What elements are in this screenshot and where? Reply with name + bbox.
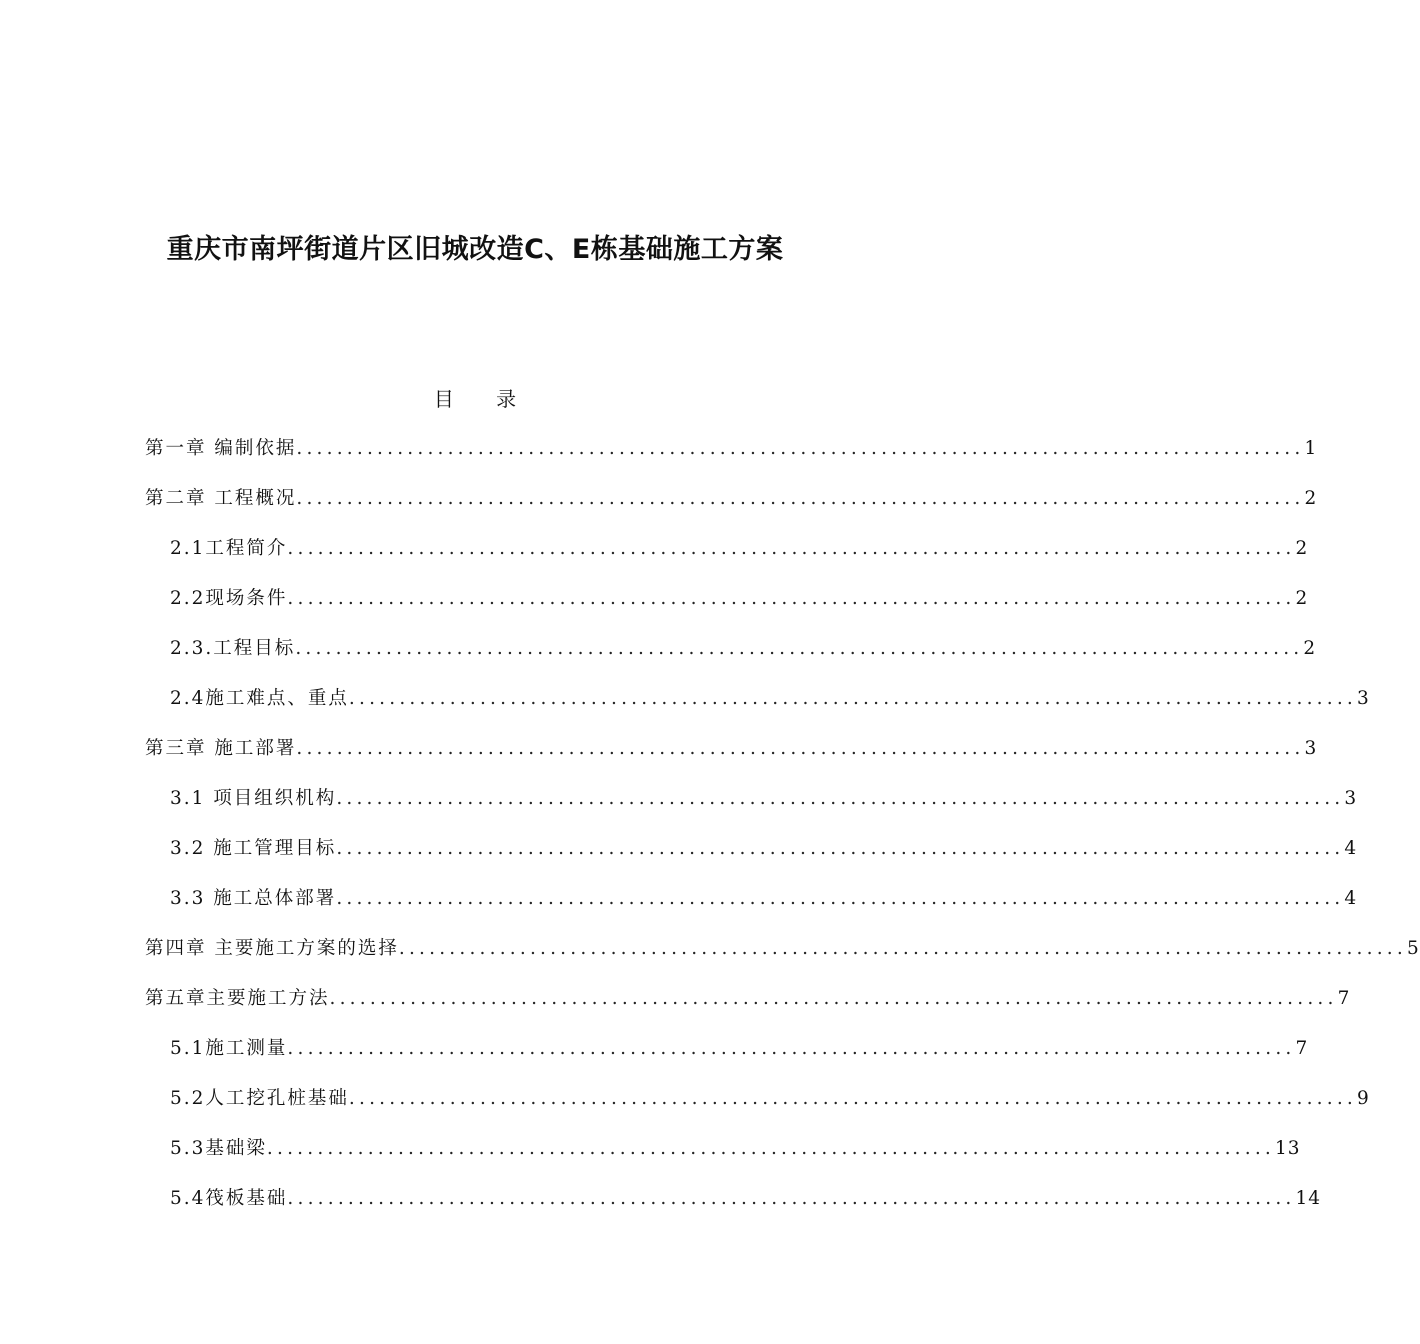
- document-title: 重庆市南坪街道片区旧城改造C、E栋基础施工方案: [166, 234, 784, 265]
- toc-entry-label: 第四章 主要施工方案的选择: [145, 938, 399, 959]
- toc-entry[interactable]: [170, 1134, 1301, 1164]
- toc-entry-label: 5.2人工挖孔桩基础: [170, 1088, 349, 1109]
- toc-entry-page-number: 7: [1295, 1038, 1309, 1059]
- toc-entry[interactable]: [170, 834, 1358, 864]
- toc-entry-label: 第三章 施工部署: [145, 738, 297, 759]
- toc-leader-dots: ....................................................................................................: [287, 588, 1296, 609]
- toc-leader-dots: ....................................................................................................: [287, 1188, 1296, 1209]
- toc-entry-page-number: 2: [1304, 488, 1318, 509]
- toc-entry-label: 5.3基础梁: [170, 1138, 267, 1159]
- toc-entry-page-number: 2: [1295, 588, 1309, 609]
- toc-entry-page-number: 5: [1406, 938, 1420, 959]
- toc-entry-page-number: 13: [1274, 1138, 1301, 1159]
- toc-entry-label: 3.1 项目组织机构: [170, 788, 337, 809]
- toc-entry-page-number: 9: [1356, 1088, 1370, 1109]
- toc-entry-label: 5.4筏板基础: [170, 1188, 288, 1209]
- toc-leader-dots: ....................................................................................................: [296, 438, 1305, 459]
- toc-entry[interactable]: [145, 934, 1420, 964]
- toc-entry-page-number: 3: [1304, 738, 1318, 759]
- toc-entry-page-number: 3: [1344, 788, 1358, 809]
- toc-leader-dots: ....................................................................................................: [295, 638, 1304, 659]
- toc-leader-dots: ....................................................................................................: [336, 788, 1345, 809]
- toc-leader-dots: ....................................................................................................: [348, 1088, 1357, 1109]
- toc-entry[interactable]: [170, 634, 1317, 664]
- toc-entry-page-number: 14: [1295, 1188, 1322, 1209]
- toc-leader-dots: ....................................................................................................: [296, 738, 1305, 759]
- toc-leader-dots: ....................................................................................................: [266, 1138, 1275, 1159]
- toc-entry-page-number: 1: [1304, 438, 1318, 459]
- toc-entry[interactable]: [145, 984, 1351, 1014]
- toc-entry-label: 2.1工程简介: [170, 538, 288, 559]
- toc-leader-dots: ....................................................................................................: [398, 938, 1407, 959]
- toc-entry-label: 3.2 施工管理目标: [170, 838, 337, 859]
- toc-entry-label: 2.3.工程目标: [170, 638, 296, 659]
- toc-entry[interactable]: [170, 784, 1358, 814]
- toc-leader-dots: ....................................................................................................: [336, 838, 1345, 859]
- toc-entry-label: 第五章主要施工方法: [145, 988, 330, 1009]
- toc-leader-dots: ....................................................................................................: [329, 988, 1338, 1009]
- toc-leader-dots: ....................................................................................................: [348, 688, 1357, 709]
- toc-entry-label: 第二章 工程概况: [145, 488, 297, 509]
- toc-entry[interactable]: [170, 884, 1358, 914]
- toc-entry[interactable]: [170, 1184, 1322, 1214]
- toc-entry[interactable]: [170, 584, 1309, 614]
- toc-entry-label: 5.1施工测量: [170, 1038, 288, 1059]
- toc-leader-dots: ....................................................................................................: [287, 1038, 1296, 1059]
- toc-entry-page-number: 4: [1344, 838, 1358, 859]
- toc-entry[interactable]: [145, 434, 1318, 464]
- toc-entry[interactable]: [170, 1034, 1309, 1064]
- toc-entry[interactable]: [145, 484, 1318, 514]
- toc-entry-page-number: 3: [1356, 688, 1370, 709]
- toc-entry-page-number: 4: [1344, 888, 1358, 909]
- toc-leader-dots: ....................................................................................................: [287, 538, 1296, 559]
- toc-leader-dots: ....................................................................................................: [336, 888, 1345, 909]
- toc-entry-page-number: 7: [1337, 988, 1351, 1009]
- toc-entry[interactable]: [170, 684, 1370, 714]
- toc-entry-label: 3.3 施工总体部署: [170, 888, 337, 909]
- toc-heading: 目 录: [433, 387, 535, 411]
- toc-entry[interactable]: [170, 1084, 1370, 1114]
- toc-entry-page-number: 2: [1295, 538, 1309, 559]
- toc-entry-page-number: 2: [1303, 638, 1317, 659]
- toc-leader-dots: ....................................................................................................: [296, 488, 1305, 509]
- toc-entry[interactable]: [145, 734, 1318, 764]
- toc-entry-label: 第一章 编制依据: [145, 438, 297, 459]
- toc-entry-label: 2.2现场条件: [170, 588, 288, 609]
- toc-entry[interactable]: [170, 534, 1309, 564]
- toc-entry-label: 2.4施工难点、重点: [170, 688, 349, 709]
